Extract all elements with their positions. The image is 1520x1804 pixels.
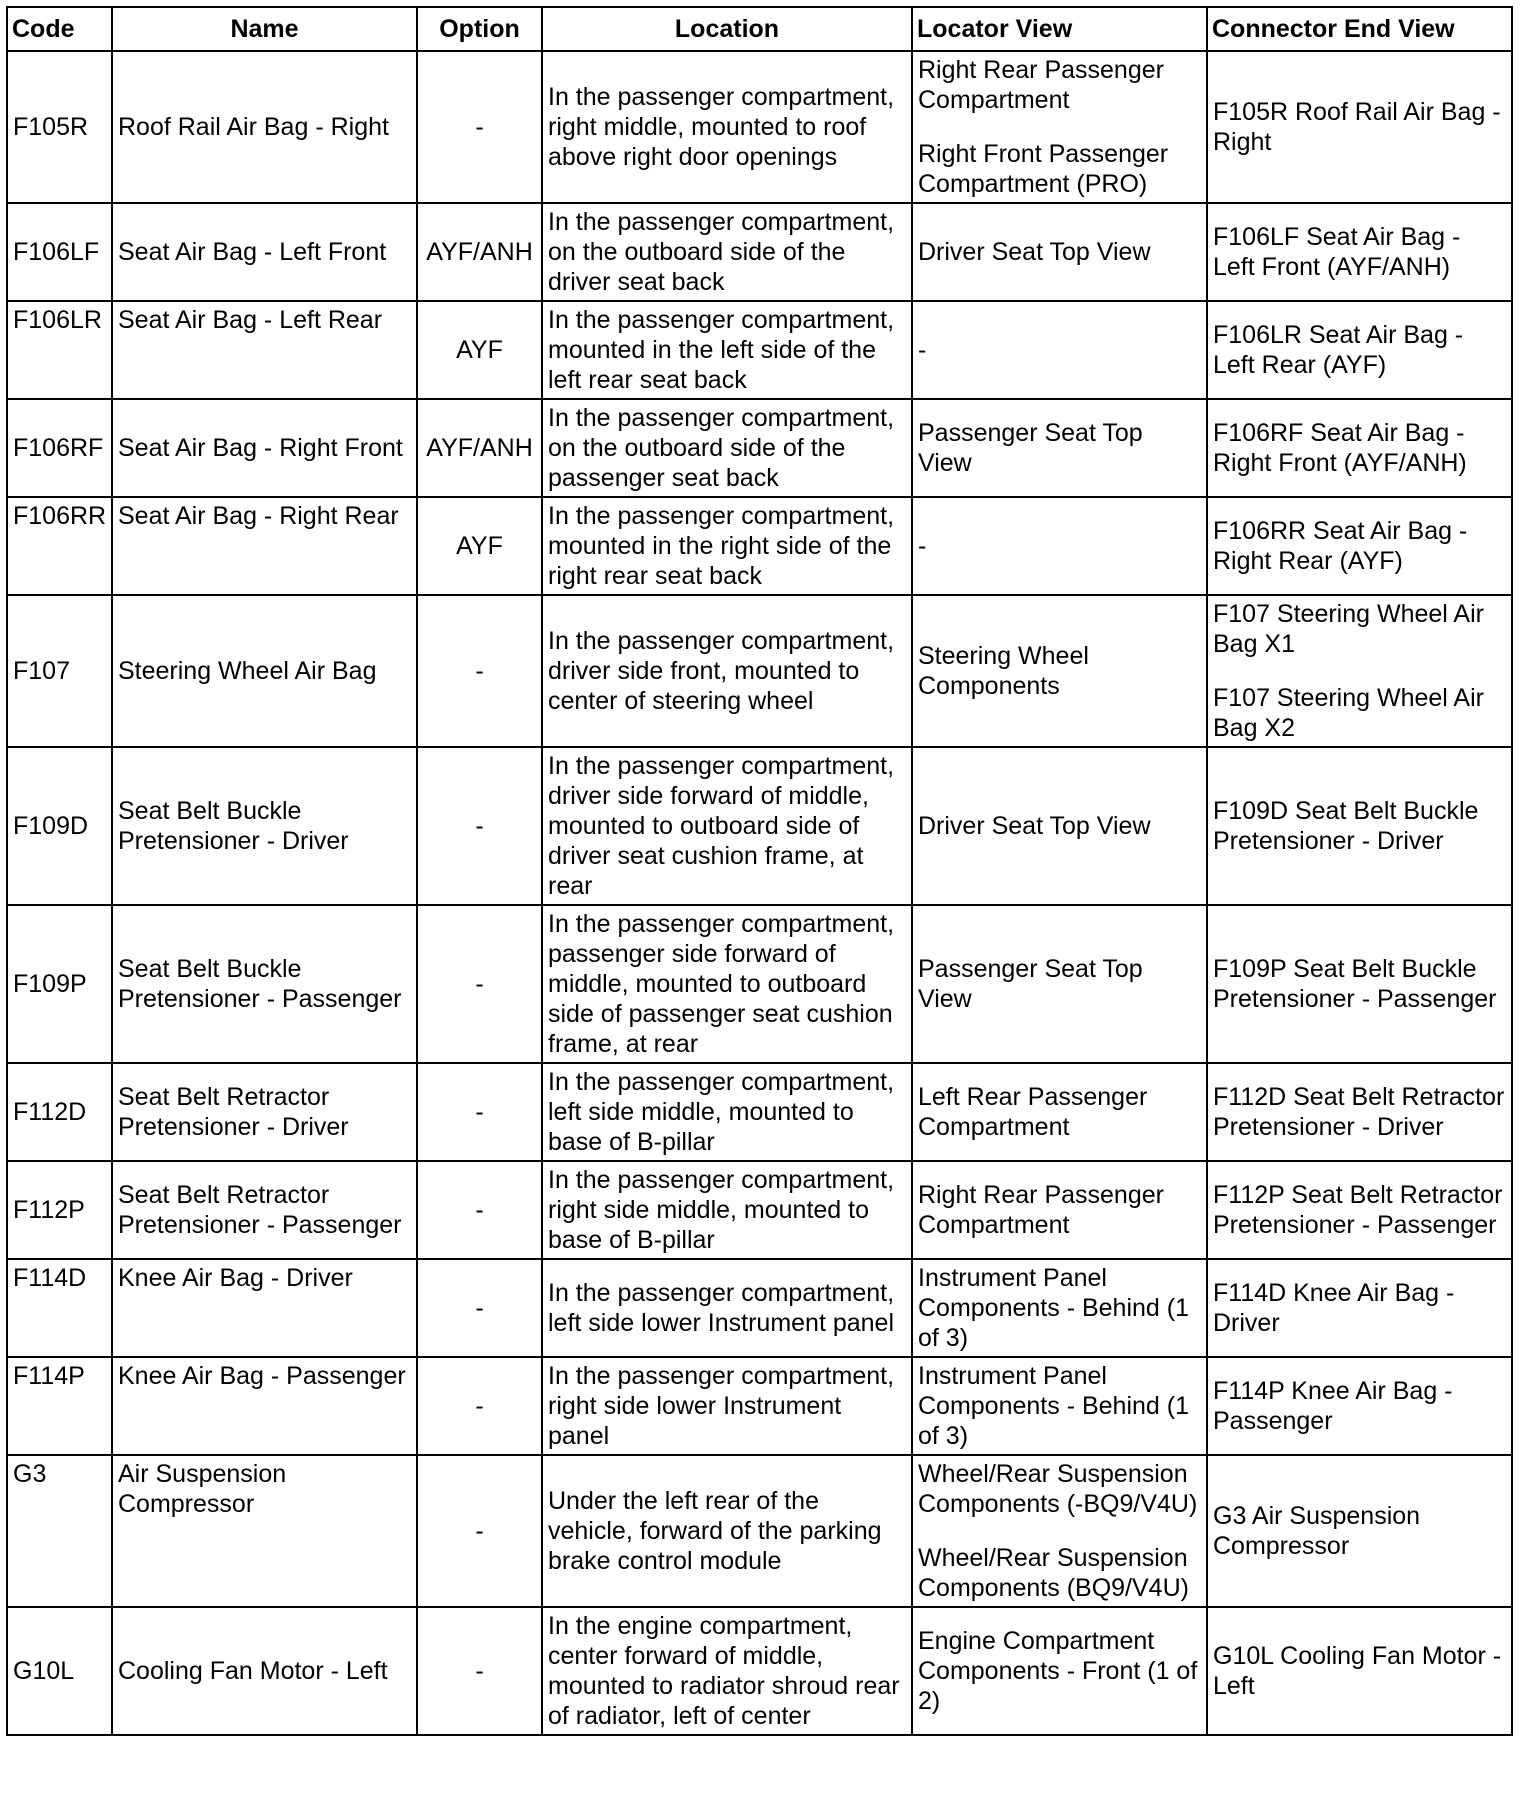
location-cell: In the passenger compartment, right side lower Instrument panel — [542, 1357, 912, 1455]
locator-view-entry: Left Rear Passenger Compartment — [918, 1083, 1148, 1141]
locator-view-cell — [912, 497, 1207, 595]
code-cell: F107 — [7, 595, 112, 747]
table-row — [7, 203, 1512, 301]
code-cell: F114D — [7, 1259, 112, 1357]
locator-view-cell — [912, 747, 1207, 905]
name-cell: Knee Air Bag - Passenger — [112, 1357, 417, 1455]
table-row — [7, 1455, 1512, 1607]
locator-view-entry: - — [918, 532, 927, 560]
locator-view-entry: Steering Wheel Components — [918, 642, 1089, 700]
name-cell: Seat Belt Retractor Pretensioner - Driver — [112, 1063, 417, 1161]
name-cell: Seat Air Bag - Left Front — [112, 203, 417, 301]
location-cell: In the passenger compartment, passenger side forward of middle, mounted to outboard side of passenger seat cushion frame, at rear — [542, 905, 912, 1063]
code-cell: F109P — [7, 905, 112, 1063]
name-cell: Steering Wheel Air Bag — [112, 595, 417, 747]
locator-view-entry: Wheel/Rear Suspension Components (BQ9/V4U) — [918, 1544, 1189, 1602]
code-cell: G10L — [7, 1607, 112, 1735]
location-cell: In the passenger compartment, driver side front, mounted to center of steering wheel — [542, 595, 912, 747]
option-cell: - — [417, 1161, 542, 1259]
code-cell: F106RR — [7, 497, 112, 595]
name-cell: Knee Air Bag - Driver — [112, 1259, 417, 1357]
option-cell: - — [417, 747, 542, 905]
table-row — [7, 1607, 1512, 1735]
connector-end-view-cell — [1207, 595, 1512, 747]
connector-end-view-entry: F114P Knee Air Bag - Passenger — [1213, 1377, 1453, 1435]
connector-end-view-cell — [1207, 1455, 1512, 1607]
name-cell: Seat Belt Buckle Pretensioner - Passenger — [112, 905, 417, 1063]
option-cell: - — [417, 595, 542, 747]
connector-end-view-cell — [1207, 747, 1512, 905]
connector-end-view-cell — [1207, 301, 1512, 399]
name-cell: Seat Air Bag - Left Rear — [112, 301, 417, 399]
connector-end-view-entry: F109P Seat Belt Buckle Pretensioner - Passenger — [1213, 955, 1497, 1013]
table-row — [7, 1161, 1512, 1259]
option-cell: AYF — [417, 497, 542, 595]
locator-view-cell — [912, 1161, 1207, 1259]
locator-view-cell — [912, 1455, 1207, 1607]
locator-view-cell — [912, 1063, 1207, 1161]
connector-end-view-cell — [1207, 905, 1512, 1063]
connector-end-view-cell — [1207, 1063, 1512, 1161]
name-cell: Seat Air Bag - Right Front — [112, 399, 417, 497]
connector-end-view-entry: F106RF Seat Air Bag - Right Front (AYF/ANH) — [1213, 419, 1467, 477]
component-locator-table-wrapper — [6, 6, 1513, 1736]
location-cell: In the passenger compartment, right middle, mounted to roof above right door openings — [542, 51, 912, 203]
locator-view-entry: Right Rear Passenger Compartment — [918, 56, 1164, 114]
locator-view-cell — [912, 905, 1207, 1063]
header-connector-end-view: Connector End View — [1207, 7, 1512, 51]
code-cell: F114P — [7, 1357, 112, 1455]
connector-end-view-cell — [1207, 1259, 1512, 1357]
locator-view-cell — [912, 595, 1207, 747]
code-cell: F112D — [7, 1063, 112, 1161]
connector-end-view-cell — [1207, 1607, 1512, 1735]
connector-end-view-entry: F112P Seat Belt Retractor Pretensioner - Passenger — [1213, 1181, 1503, 1239]
locator-view-cell — [912, 51, 1207, 203]
locator-view-cell — [912, 203, 1207, 301]
table-row — [7, 399, 1512, 497]
connector-end-view-cell — [1207, 497, 1512, 595]
table-row — [7, 747, 1512, 905]
connector-end-view-entry: G3 Air Suspension Compressor — [1213, 1502, 1421, 1560]
name-cell: Air Suspension Compressor — [112, 1455, 417, 1607]
location-cell: In the passenger compartment, mounted in the left side of the left rear seat back — [542, 301, 912, 399]
option-cell: - — [417, 905, 542, 1063]
locator-view-entry: Driver Seat Top View — [918, 238, 1151, 266]
connector-end-view-cell — [1207, 1357, 1512, 1455]
option-cell: - — [417, 1607, 542, 1735]
locator-view-cell — [912, 1607, 1207, 1735]
connector-end-view-entry: F114D Knee Air Bag - Driver — [1213, 1279, 1455, 1337]
table-row — [7, 1357, 1512, 1455]
option-cell: AYF/ANH — [417, 203, 542, 301]
location-cell: Under the left rear of the vehicle, forward of the parking brake control module — [542, 1455, 912, 1607]
name-cell: Roof Rail Air Bag - Right — [112, 51, 417, 203]
code-cell: F106LR — [7, 301, 112, 399]
location-cell: In the passenger compartment, on the outboard side of the passenger seat back — [542, 399, 912, 497]
connector-end-view-entry: F109D Seat Belt Buckle Pretensioner - Driver — [1213, 797, 1479, 855]
locator-view-entry: Right Rear Passenger Compartment — [918, 1181, 1164, 1239]
connector-end-view-cell — [1207, 203, 1512, 301]
component-locator-table — [6, 6, 1513, 1736]
connector-end-view-cell — [1207, 1161, 1512, 1259]
locator-view-entry: Wheel/Rear Suspension Components (-BQ9/V4U) — [918, 1460, 1198, 1518]
header-row — [7, 7, 1512, 51]
option-cell: AYF/ANH — [417, 399, 542, 497]
code-cell: F106RF — [7, 399, 112, 497]
option-cell: - — [417, 1259, 542, 1357]
connector-end-view-entry: F106RR Seat Air Bag - Right Rear (AYF) — [1213, 517, 1468, 575]
option-cell: - — [417, 51, 542, 203]
header-code: Code — [7, 7, 112, 51]
connector-end-view-entry: F105R Roof Rail Air Bag - Right — [1213, 98, 1501, 156]
location-cell: In the passenger compartment, left side lower Instrument panel — [542, 1259, 912, 1357]
locator-view-entry: Driver Seat Top View — [918, 812, 1151, 840]
location-cell: In the engine compartment, center forward of middle, mounted to radiator shroud rear of radiator, left of center — [542, 1607, 912, 1735]
header-location: Location — [542, 7, 912, 51]
table-row — [7, 497, 1512, 595]
name-cell: Seat Belt Retractor Pretensioner - Passenger — [112, 1161, 417, 1259]
option-cell: - — [417, 1063, 542, 1161]
locator-view-entry: Engine Compartment Components - Front (1 of 2) — [918, 1627, 1198, 1715]
locator-view-entry: Instrument Panel Components - Behind (1 of 3) — [918, 1264, 1189, 1352]
table-row — [7, 1063, 1512, 1161]
location-cell: In the passenger compartment, driver side forward of middle, mounted to outboard side of driver seat cushion frame, at rear — [542, 747, 912, 905]
code-cell: F105R — [7, 51, 112, 203]
locator-view-cell — [912, 301, 1207, 399]
location-cell: In the passenger compartment, on the outboard side of the driver seat back — [542, 203, 912, 301]
option-cell: - — [417, 1455, 542, 1607]
name-cell: Cooling Fan Motor - Left — [112, 1607, 417, 1735]
code-cell: F106LF — [7, 203, 112, 301]
name-cell: Seat Belt Buckle Pretensioner - Driver — [112, 747, 417, 905]
table-row — [7, 301, 1512, 399]
code-cell: F112P — [7, 1161, 112, 1259]
connector-end-view-entry: F106LR Seat Air Bag - Left Rear (AYF) — [1213, 321, 1464, 379]
location-cell: In the passenger compartment, right side middle, mounted to base of B-pillar — [542, 1161, 912, 1259]
header-option: Option — [417, 7, 542, 51]
connector-end-view-entry: F106LF Seat Air Bag - Left Front (AYF/ANH) — [1213, 223, 1461, 281]
locator-view-entry: Right Front Passenger Compartment (PRO) — [918, 140, 1169, 198]
option-cell: AYF — [417, 301, 542, 399]
table-row — [7, 1259, 1512, 1357]
code-cell: G3 — [7, 1455, 112, 1607]
locator-view-entry: - — [918, 336, 927, 364]
option-cell: - — [417, 1357, 542, 1455]
connector-end-view-cell — [1207, 51, 1512, 203]
locator-view-entry: Passenger Seat Top View — [918, 955, 1143, 1013]
header-locator-view: Locator View — [912, 7, 1207, 51]
connector-end-view-entry: F107 Steering Wheel Air Bag X1 — [1213, 600, 1484, 658]
connector-end-view-entry: F112D Seat Belt Retractor Pretensioner - Driver — [1213, 1083, 1505, 1141]
header-name: Name — [112, 7, 417, 51]
table-row — [7, 595, 1512, 747]
locator-view-entry: Instrument Panel Components - Behind (1 of 3) — [918, 1362, 1189, 1450]
connector-end-view-entry: G10L Cooling Fan Motor - Left — [1213, 1642, 1502, 1700]
code-cell: F109D — [7, 747, 112, 905]
locator-view-cell — [912, 399, 1207, 497]
name-cell: Seat Air Bag - Right Rear — [112, 497, 417, 595]
location-cell: In the passenger compartment, left side middle, mounted to base of B-pillar — [542, 1063, 912, 1161]
connector-end-view-entry: F107 Steering Wheel Air Bag X2 — [1213, 684, 1484, 742]
table-row — [7, 51, 1512, 203]
connector-end-view-cell — [1207, 399, 1512, 497]
locator-view-entry: Passenger Seat Top View — [918, 419, 1143, 477]
location-cell: In the passenger compartment, mounted in the right side of the right rear seat back — [542, 497, 912, 595]
table-row — [7, 905, 1512, 1063]
locator-view-cell — [912, 1259, 1207, 1357]
locator-view-cell — [912, 1357, 1207, 1455]
